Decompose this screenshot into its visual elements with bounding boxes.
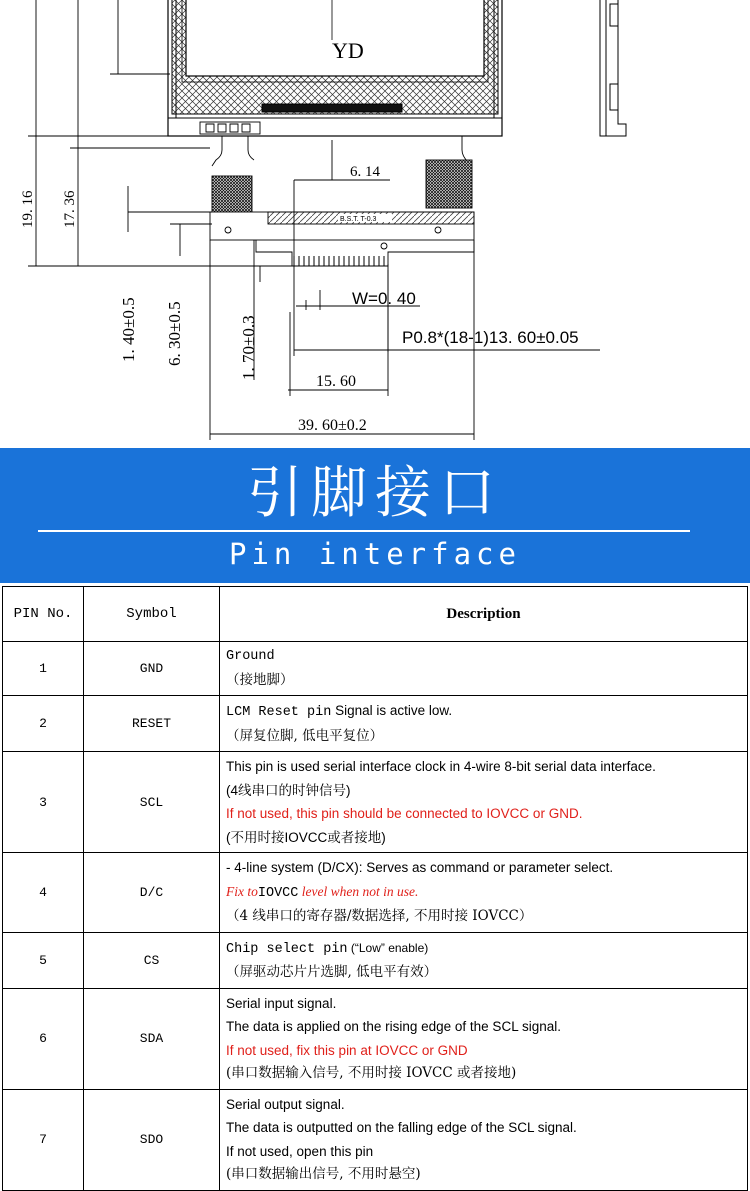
desc-line: Ground [226,649,275,664]
pin-description [220,752,748,853]
pin-description [220,696,748,752]
fpc-tail [200,122,474,266]
desc-line [226,936,747,962]
header-description: Description [220,587,748,642]
banner-title-cn: 引脚接口 [247,461,503,526]
desc-line-warning: If not used, this pin should be connected to IOVCC or GND. [226,806,583,821]
pin-symbol: CS [84,932,220,988]
desc-line: (4线串口的时钟信号) [226,782,351,798]
banner-title-en: Pin interface [229,537,521,571]
dim-19-16: 19. 16 [20,190,36,228]
pin-description [220,1089,748,1190]
table-row [3,642,748,696]
desc-line: Serial output signal. [226,1096,345,1112]
desc-line: - 4-line system (D/CX): Serves as command or parameter select. [226,860,614,875]
desc-segment: level when not in use. [298,883,419,899]
pin-number: 2 [3,696,84,752]
desc-segment: Signal is active low. [331,703,453,718]
section-banner [0,448,750,583]
dim-pitch: P0.8*(18-1)13. 60±0.05 [402,328,579,347]
desc-segment: IOVCC [257,885,299,901]
dim-1-40: 1. 40±0.5 [119,297,138,362]
desc-line: (不用时接IOVCC或者接地) [226,829,386,845]
pin-symbol: SDO [84,1089,220,1190]
dim-1-70: 1. 70±0.3 [239,315,258,380]
pin-description [220,642,748,696]
desc-line: If not used, open this pin [226,1143,374,1159]
pin-table [2,586,748,1191]
desc-line: （屏复位脚, 低电平复位） [226,727,384,744]
dim-width: W=0. 40 [352,289,416,308]
pin-symbol: D/C [84,853,220,933]
desc-line: （屏驱动芯片片选脚, 低电平有效） [226,964,438,980]
pin-number: 3 [3,752,84,853]
table-row [3,932,748,988]
desc-line: This pin is used serial interface clock in 4-wire 8-bit serial data interface. [226,759,656,774]
table-row [3,1089,748,1190]
table-row [3,988,748,1089]
table-header-row [3,587,748,642]
pin-symbol: SDA [84,988,220,1089]
desc-line: Serial input signal. [226,995,337,1011]
pin-symbol: RESET [84,696,220,752]
pin-number: 5 [3,932,84,988]
desc-line: （接地脚） [226,671,294,688]
dim-6-14: 6. 14 [350,164,380,180]
pin-number: 1 [3,642,84,696]
dim-15-60: 15. 60 [316,373,356,390]
yd-label: YD [332,38,364,63]
desc-segment: (“Low” enable) [347,940,429,955]
lcd-module-outline [168,0,502,136]
table-row [3,696,748,752]
dim-39-60: 39. 60±0.2 [298,417,367,434]
header-pin-no: PIN No. [3,587,84,642]
desc-line: The data is applied on the rising edge of the SCL signal. [226,1019,561,1034]
fpc-label: B.S.T. T-0.3 [340,216,377,223]
pin-description [220,988,748,1089]
pin-description [220,932,748,988]
side-view [600,0,626,136]
table-row [3,853,748,933]
desc-line: The data is outputted on the falling edge of the SCL signal. [226,1120,577,1135]
banner-divider [38,530,690,532]
table-row [3,752,748,853]
header-symbol: Symbol [84,587,220,642]
desc-segment: Chip select pin [226,941,348,957]
pin-number: 6 [3,988,84,1089]
desc-line [226,699,747,725]
pin-description [220,853,748,933]
pin-symbol: GND [84,642,220,696]
dim-6-30: 6. 30±0.5 [165,301,184,366]
pin-symbol: SCL [84,752,220,853]
pin-number: 4 [3,853,84,933]
desc-line: (串口数据输入信号, 不用时接 IOVCC 或者接地) [226,1065,517,1081]
pin-number: 7 [3,1089,84,1190]
desc-line: (串口数据输出信号, 不用时悬空) [226,1166,421,1182]
desc-segment: LCM Reset pin [226,705,332,720]
desc-line: （4 线串口的寄存器/数据选择, 不用时接 IOVCC） [226,908,533,924]
dim-17-36: 17. 36 [62,190,78,228]
mechanical-drawing [0,0,750,448]
desc-line-warning: If not used, fix this pin at IOVCC or GND [226,1042,468,1058]
desc-segment: Fix to [226,883,258,899]
connector-pins [294,256,384,266]
desc-line [226,880,747,906]
